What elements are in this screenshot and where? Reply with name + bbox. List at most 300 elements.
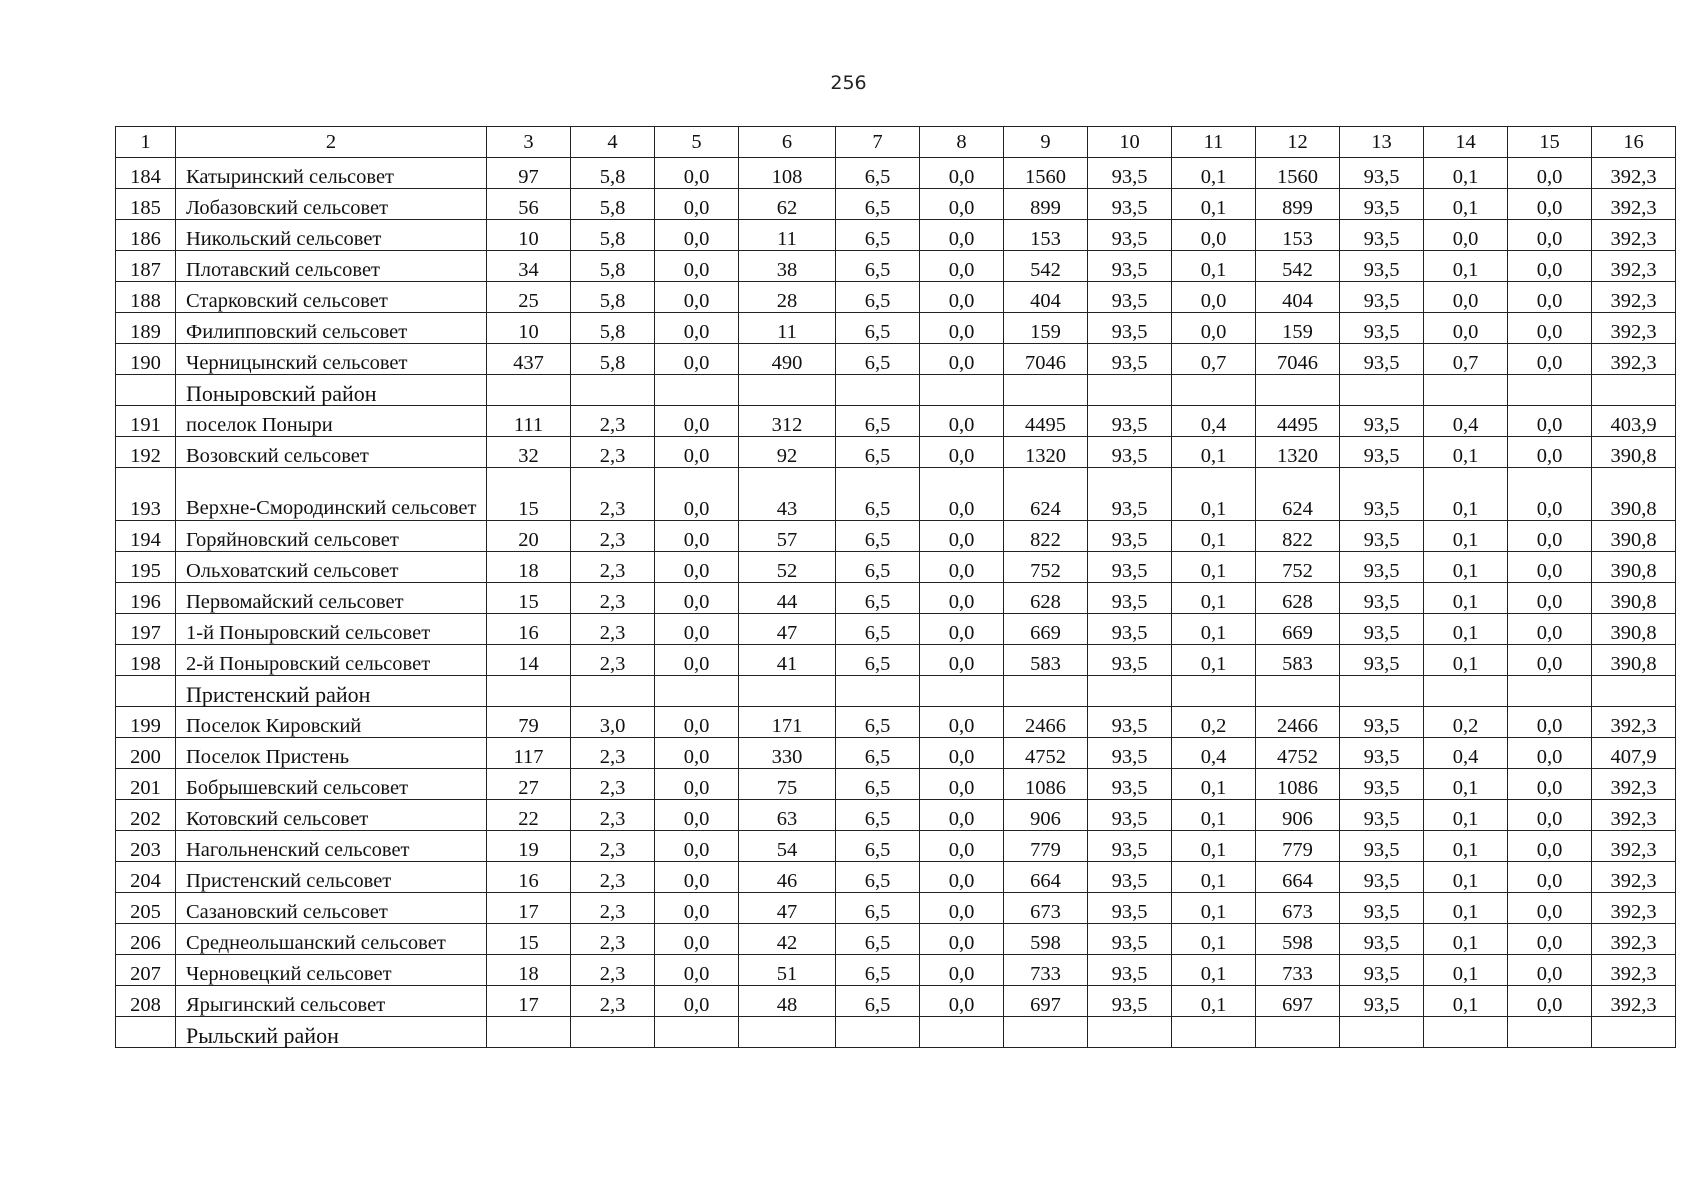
value-cell: 0,1 xyxy=(1424,924,1508,955)
value-cell: 0,0 xyxy=(920,769,1004,800)
value-cell: 0,4 xyxy=(1424,406,1508,437)
value-cell: 2466 xyxy=(1256,707,1340,738)
table-row xyxy=(116,468,1676,521)
settlement-name-cell: Ольховатский сельсовет xyxy=(176,552,487,583)
table-row xyxy=(116,552,1676,583)
value-cell: 28 xyxy=(739,282,836,313)
value-cell: 43 xyxy=(739,468,836,521)
column-header: 10 xyxy=(1088,127,1172,158)
settlement-name-cell: Черновецкий сельсовет xyxy=(176,955,487,986)
value-cell: 752 xyxy=(1256,552,1340,583)
value-cell: 0,0 xyxy=(920,282,1004,313)
value-cell: 0,4 xyxy=(1172,406,1256,437)
value-cell xyxy=(1088,375,1172,406)
value-cell: 47 xyxy=(739,893,836,924)
settlement-name-cell: Сазановский сельсовет xyxy=(176,893,487,924)
table-row xyxy=(116,344,1676,375)
column-header: 11 xyxy=(1172,127,1256,158)
table-row xyxy=(116,251,1676,282)
value-cell: 392,3 xyxy=(1592,831,1676,862)
value-cell: 0,0 xyxy=(655,282,739,313)
value-cell: 624 xyxy=(1256,468,1340,521)
column-header: 14 xyxy=(1424,127,1508,158)
value-cell: 0,1 xyxy=(1172,831,1256,862)
value-cell: 598 xyxy=(1256,924,1340,955)
value-cell: 111 xyxy=(487,406,571,437)
settlement-name-cell: Нагольненский сельсовет xyxy=(176,831,487,862)
value-cell: 0,0 xyxy=(1508,282,1592,313)
value-cell: 0,0 xyxy=(655,251,739,282)
settlement-name-cell: Горяйновский сельсовет xyxy=(176,521,487,552)
value-cell: 6,5 xyxy=(836,437,920,468)
value-cell: 0,0 xyxy=(920,924,1004,955)
value-cell: 0,1 xyxy=(1424,158,1508,189)
section-row xyxy=(116,676,1676,707)
row-number-cell: 206 xyxy=(116,924,176,955)
value-cell: 0,1 xyxy=(1424,583,1508,614)
value-cell: 0,0 xyxy=(920,583,1004,614)
value-cell: 0,0 xyxy=(655,583,739,614)
settlement-name-cell: Возовский сельсовет xyxy=(176,437,487,468)
value-cell: 0,0 xyxy=(655,986,739,1017)
value-cell: 25 xyxy=(487,282,571,313)
value-cell: 0,2 xyxy=(1424,707,1508,738)
value-cell: 0,0 xyxy=(655,437,739,468)
value-cell xyxy=(1340,676,1424,707)
row-number-cell: 184 xyxy=(116,158,176,189)
value-cell: 27 xyxy=(487,769,571,800)
value-cell: 0,0 xyxy=(1508,955,1592,986)
value-cell xyxy=(655,375,739,406)
row-number-cell: 202 xyxy=(116,800,176,831)
value-cell: 669 xyxy=(1256,614,1340,645)
row-number-cell: 189 xyxy=(116,313,176,344)
value-cell: 4752 xyxy=(1256,738,1340,769)
value-cell: 392,3 xyxy=(1592,986,1676,1017)
district-name-cell: Пристенский район xyxy=(176,676,487,707)
value-cell: 93,5 xyxy=(1340,344,1424,375)
value-cell: 407,9 xyxy=(1592,738,1676,769)
value-cell: 0,7 xyxy=(1424,344,1508,375)
value-cell: 390,8 xyxy=(1592,552,1676,583)
value-cell: 93,5 xyxy=(1340,583,1424,614)
value-cell: 171 xyxy=(739,707,836,738)
value-cell: 0,0 xyxy=(920,707,1004,738)
row-number-cell: 200 xyxy=(116,738,176,769)
value-cell: 6,5 xyxy=(836,251,920,282)
value-cell: 392,3 xyxy=(1592,189,1676,220)
value-cell: 93,5 xyxy=(1088,282,1172,313)
column-header: 7 xyxy=(836,127,920,158)
value-cell: 0,1 xyxy=(1172,583,1256,614)
value-cell xyxy=(836,1017,920,1048)
value-cell: 6,5 xyxy=(836,220,920,251)
table-row xyxy=(116,437,1676,468)
value-cell: 0,0 xyxy=(920,468,1004,521)
value-cell: 0,1 xyxy=(1172,521,1256,552)
table-row xyxy=(116,220,1676,251)
value-cell: 10 xyxy=(487,313,571,344)
settlement-name-cell: Катыринский сельсовет xyxy=(176,158,487,189)
value-cell xyxy=(1508,375,1592,406)
table-row xyxy=(116,831,1676,862)
value-cell xyxy=(920,1017,1004,1048)
row-number-cell: 204 xyxy=(116,862,176,893)
value-cell: 0,1 xyxy=(1172,986,1256,1017)
value-cell: 93,5 xyxy=(1340,158,1424,189)
column-header: 6 xyxy=(739,127,836,158)
row-number-cell: 193 xyxy=(116,468,176,521)
value-cell: 0,0 xyxy=(1508,986,1592,1017)
value-cell: 330 xyxy=(739,738,836,769)
value-cell: 2,3 xyxy=(571,645,655,676)
value-cell xyxy=(1424,375,1508,406)
settlement-name-cell: Старковский сельсовет xyxy=(176,282,487,313)
value-cell: 5,8 xyxy=(571,282,655,313)
value-cell: 2,3 xyxy=(571,468,655,521)
value-cell: 0,1 xyxy=(1172,158,1256,189)
value-cell: 0,1 xyxy=(1424,437,1508,468)
value-cell: 5,8 xyxy=(571,220,655,251)
value-cell: 0,0 xyxy=(1508,251,1592,282)
value-cell: 0,1 xyxy=(1172,251,1256,282)
value-cell: 0,0 xyxy=(655,468,739,521)
value-cell: 93,5 xyxy=(1088,986,1172,1017)
value-cell xyxy=(1508,1017,1592,1048)
value-cell: 0,1 xyxy=(1424,955,1508,986)
value-cell: 97 xyxy=(487,158,571,189)
value-cell: 0,0 xyxy=(1508,893,1592,924)
value-cell: 0,1 xyxy=(1172,862,1256,893)
value-cell: 0,2 xyxy=(1172,707,1256,738)
value-cell: 0,0 xyxy=(655,893,739,924)
value-cell: 2,3 xyxy=(571,893,655,924)
value-cell: 93,5 xyxy=(1088,583,1172,614)
value-cell: 93,5 xyxy=(1088,614,1172,645)
value-cell: 2,3 xyxy=(571,738,655,769)
page-number: 256 xyxy=(830,72,867,94)
value-cell: 93,5 xyxy=(1088,893,1172,924)
value-cell: 3,0 xyxy=(571,707,655,738)
value-cell: 48 xyxy=(739,986,836,1017)
value-cell: 47 xyxy=(739,614,836,645)
value-cell: 4495 xyxy=(1004,406,1088,437)
row-number-cell xyxy=(116,1017,176,1048)
value-cell: 93,5 xyxy=(1340,986,1424,1017)
table-row xyxy=(116,955,1676,986)
value-cell: 752 xyxy=(1004,552,1088,583)
value-cell: 16 xyxy=(487,862,571,893)
value-cell: 0,1 xyxy=(1172,769,1256,800)
value-cell: 0,1 xyxy=(1172,614,1256,645)
value-cell: 392,3 xyxy=(1592,800,1676,831)
value-cell: 93,5 xyxy=(1088,313,1172,344)
value-cell: 906 xyxy=(1004,800,1088,831)
row-number-cell: 188 xyxy=(116,282,176,313)
value-cell: 10 xyxy=(487,220,571,251)
value-cell: 0,0 xyxy=(920,437,1004,468)
value-cell: 437 xyxy=(487,344,571,375)
value-cell: 17 xyxy=(487,986,571,1017)
value-cell: 598 xyxy=(1004,924,1088,955)
value-cell: 392,3 xyxy=(1592,344,1676,375)
value-cell: 16 xyxy=(487,614,571,645)
value-cell: 2,3 xyxy=(571,769,655,800)
value-cell: 6,5 xyxy=(836,831,920,862)
value-cell: 159 xyxy=(1256,313,1340,344)
value-cell: 0,0 xyxy=(655,707,739,738)
settlement-name-cell: Филипповский сельсовет xyxy=(176,313,487,344)
value-cell: 0,0 xyxy=(1508,552,1592,583)
value-cell: 628 xyxy=(1004,583,1088,614)
value-cell: 0,0 xyxy=(655,189,739,220)
value-cell: 0,1 xyxy=(1424,862,1508,893)
value-cell: 75 xyxy=(739,769,836,800)
value-cell xyxy=(1088,1017,1172,1048)
value-cell: 0,0 xyxy=(1424,220,1508,251)
value-cell: 0,1 xyxy=(1424,645,1508,676)
value-cell: 93,5 xyxy=(1088,707,1172,738)
value-cell: 6,5 xyxy=(836,800,920,831)
row-number-cell: 192 xyxy=(116,437,176,468)
settlement-name-cell: Поселок Пристень xyxy=(176,738,487,769)
value-cell: 392,3 xyxy=(1592,862,1676,893)
value-cell: 822 xyxy=(1256,521,1340,552)
value-cell: 4495 xyxy=(1256,406,1340,437)
value-cell xyxy=(487,1017,571,1048)
value-cell: 664 xyxy=(1256,862,1340,893)
settlement-name-cell: Ярыгинский сельсовет xyxy=(176,986,487,1017)
value-cell: 2,3 xyxy=(571,614,655,645)
value-cell: 17 xyxy=(487,893,571,924)
value-cell: 41 xyxy=(739,645,836,676)
value-cell: 0,0 xyxy=(920,955,1004,986)
value-cell: 0,0 xyxy=(920,645,1004,676)
value-cell xyxy=(1256,1017,1340,1048)
value-cell: 0,0 xyxy=(1508,924,1592,955)
value-cell: 392,3 xyxy=(1592,251,1676,282)
value-cell: 51 xyxy=(739,955,836,986)
column-header: 1 xyxy=(116,127,176,158)
value-cell: 0,0 xyxy=(655,313,739,344)
value-cell xyxy=(1004,375,1088,406)
value-cell: 0,0 xyxy=(1508,583,1592,614)
value-cell: 2,3 xyxy=(571,924,655,955)
column-header: 16 xyxy=(1592,127,1676,158)
value-cell: 0,0 xyxy=(920,986,1004,1017)
value-cell: 542 xyxy=(1256,251,1340,282)
value-cell: 628 xyxy=(1256,583,1340,614)
value-cell: 390,8 xyxy=(1592,614,1676,645)
value-cell xyxy=(1088,676,1172,707)
value-cell: 0,0 xyxy=(655,831,739,862)
value-cell: 0,0 xyxy=(920,158,1004,189)
value-cell: 2,3 xyxy=(571,955,655,986)
table-row xyxy=(116,707,1676,738)
value-cell: 392,3 xyxy=(1592,893,1676,924)
table-row xyxy=(116,893,1676,924)
value-cell: 15 xyxy=(487,924,571,955)
value-cell: 93,5 xyxy=(1088,769,1172,800)
value-cell: 0,7 xyxy=(1172,344,1256,375)
value-cell xyxy=(1340,1017,1424,1048)
value-cell: 6,5 xyxy=(836,738,920,769)
section-row xyxy=(116,375,1676,406)
column-header: 12 xyxy=(1256,127,1340,158)
value-cell: 0,0 xyxy=(920,251,1004,282)
value-cell: 0,0 xyxy=(920,862,1004,893)
value-cell: 93,5 xyxy=(1088,831,1172,862)
column-header: 13 xyxy=(1340,127,1424,158)
value-cell: 0,0 xyxy=(920,738,1004,769)
value-cell xyxy=(655,676,739,707)
value-cell: 2466 xyxy=(1004,707,1088,738)
value-cell: 15 xyxy=(487,583,571,614)
table-row xyxy=(116,282,1676,313)
settlement-name-cell: Черницынский сельсовет xyxy=(176,344,487,375)
value-cell: 0,0 xyxy=(920,521,1004,552)
value-cell: 22 xyxy=(487,800,571,831)
value-cell: 0,0 xyxy=(655,158,739,189)
value-cell: 0,1 xyxy=(1172,552,1256,583)
value-cell: 0,0 xyxy=(655,344,739,375)
value-cell: 93,5 xyxy=(1340,468,1424,521)
value-cell: 93,5 xyxy=(1088,406,1172,437)
row-number-cell: 203 xyxy=(116,831,176,862)
value-cell: 0,0 xyxy=(655,645,739,676)
value-cell: 93,5 xyxy=(1340,521,1424,552)
value-cell: 153 xyxy=(1004,220,1088,251)
value-cell: 93,5 xyxy=(1088,344,1172,375)
value-cell: 93,5 xyxy=(1340,313,1424,344)
row-number-cell: 185 xyxy=(116,189,176,220)
value-cell xyxy=(920,676,1004,707)
value-cell: 6,5 xyxy=(836,313,920,344)
value-cell: 93,5 xyxy=(1088,437,1172,468)
column-header: 5 xyxy=(655,127,739,158)
value-cell: 669 xyxy=(1004,614,1088,645)
value-cell: 38 xyxy=(739,251,836,282)
value-cell: 0,0 xyxy=(920,313,1004,344)
value-cell xyxy=(1256,676,1340,707)
value-cell: 0,0 xyxy=(655,614,739,645)
data-table xyxy=(115,126,1676,1048)
settlement-name-cell: Никольский сельсовет xyxy=(176,220,487,251)
value-cell: 153 xyxy=(1256,220,1340,251)
value-cell: 54 xyxy=(739,831,836,862)
value-cell: 0,0 xyxy=(655,769,739,800)
row-number-cell: 207 xyxy=(116,955,176,986)
value-cell: 0,0 xyxy=(655,521,739,552)
value-cell: 93,5 xyxy=(1340,800,1424,831)
value-cell xyxy=(920,375,1004,406)
value-cell: 392,3 xyxy=(1592,313,1676,344)
value-cell: 93,5 xyxy=(1340,251,1424,282)
row-number-cell: 198 xyxy=(116,645,176,676)
value-cell: 0,0 xyxy=(1508,406,1592,437)
row-number-cell: 197 xyxy=(116,614,176,645)
value-cell: 390,8 xyxy=(1592,583,1676,614)
settlement-name-cell: Поселок Кировский xyxy=(176,707,487,738)
value-cell: 0,0 xyxy=(655,552,739,583)
value-cell: 404 xyxy=(1256,282,1340,313)
value-cell: 0,0 xyxy=(655,862,739,893)
value-cell: 93,5 xyxy=(1088,862,1172,893)
table-row xyxy=(116,583,1676,614)
value-cell: 93,5 xyxy=(1088,521,1172,552)
value-cell: 2,3 xyxy=(571,831,655,862)
value-cell: 2,3 xyxy=(571,583,655,614)
value-cell: 0,0 xyxy=(1508,344,1592,375)
value-cell xyxy=(1592,1017,1676,1048)
value-cell xyxy=(1508,676,1592,707)
value-cell: 0,0 xyxy=(1508,220,1592,251)
table-body xyxy=(116,127,1676,1048)
value-cell: 0,0 xyxy=(1508,313,1592,344)
row-number-cell: 201 xyxy=(116,769,176,800)
value-cell: 779 xyxy=(1004,831,1088,862)
row-number-cell: 195 xyxy=(116,552,176,583)
value-cell: 0,0 xyxy=(655,924,739,955)
value-cell: 0,0 xyxy=(920,406,1004,437)
value-cell: 93,5 xyxy=(1088,955,1172,986)
row-number-cell: 199 xyxy=(116,707,176,738)
value-cell: 0,0 xyxy=(1508,158,1592,189)
value-cell: 779 xyxy=(1256,831,1340,862)
value-cell: 93,5 xyxy=(1340,707,1424,738)
value-cell xyxy=(1424,1017,1508,1048)
value-cell: 0,0 xyxy=(1508,862,1592,893)
value-cell: 392,3 xyxy=(1592,220,1676,251)
value-cell: 0,1 xyxy=(1172,437,1256,468)
value-cell: 624 xyxy=(1004,468,1088,521)
column-header: 8 xyxy=(920,127,1004,158)
value-cell: 2,3 xyxy=(571,437,655,468)
value-cell: 542 xyxy=(1004,251,1088,282)
settlement-name-cell: Верхне-Смородинский сельсовет xyxy=(176,468,487,521)
value-cell: 93,5 xyxy=(1088,924,1172,955)
column-header: 3 xyxy=(487,127,571,158)
value-cell: 6,5 xyxy=(836,924,920,955)
value-cell: 93,5 xyxy=(1340,282,1424,313)
value-cell: 93,5 xyxy=(1340,437,1424,468)
value-cell: 1560 xyxy=(1256,158,1340,189)
value-cell: 93,5 xyxy=(1340,955,1424,986)
value-cell: 6,5 xyxy=(836,955,920,986)
value-cell: 0,0 xyxy=(1508,614,1592,645)
value-cell: 0,1 xyxy=(1424,800,1508,831)
value-cell xyxy=(1424,676,1508,707)
settlement-name-cell: 2-й Поныровский сельсовет xyxy=(176,645,487,676)
value-cell xyxy=(1592,375,1676,406)
value-cell: 6,5 xyxy=(836,521,920,552)
value-cell: 44 xyxy=(739,583,836,614)
value-cell: 899 xyxy=(1004,189,1088,220)
value-cell: 93,5 xyxy=(1340,862,1424,893)
value-cell: 0,0 xyxy=(1508,800,1592,831)
value-cell: 733 xyxy=(1256,955,1340,986)
header-row xyxy=(116,127,1676,158)
table-row xyxy=(116,862,1676,893)
value-cell: 42 xyxy=(739,924,836,955)
value-cell: 673 xyxy=(1004,893,1088,924)
value-cell: 6,5 xyxy=(836,893,920,924)
value-cell: 0,0 xyxy=(1424,313,1508,344)
value-cell: 392,3 xyxy=(1592,158,1676,189)
value-cell: 0,0 xyxy=(920,220,1004,251)
value-cell: 390,8 xyxy=(1592,468,1676,521)
value-cell xyxy=(487,676,571,707)
